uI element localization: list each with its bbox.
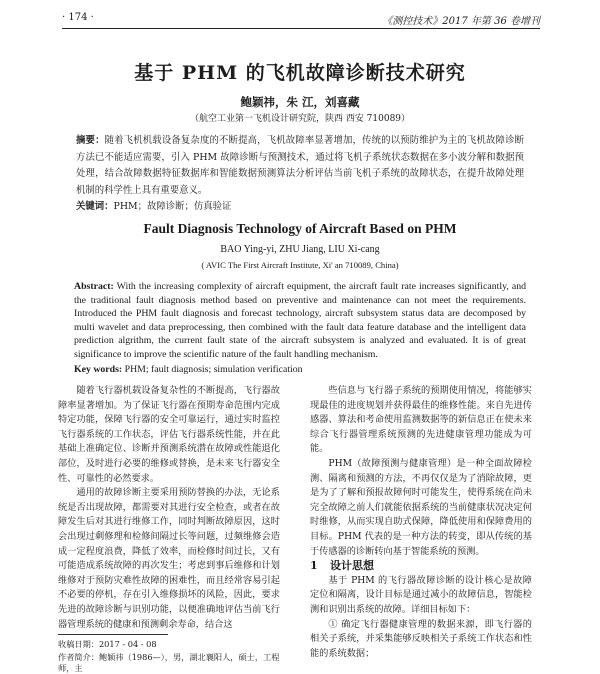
journal-name: 《测控技术》2017 年第 36 卷增刊 — [382, 16, 540, 27]
body-paragraph: PHM（故障预测与健康管理）是一种全面故障检测、隔离和预测的方法，不再仅仅是为了消除故障，更是为了了解和预报故障何时可能发生，使得系统在尚未完全故障之前人们就能依据系统的当前健康状况决定何时维修，从而实现自助式保障，降低使用和保障费用的目标。PHM 代表的是一种方法的转变，即从传统的基于传感器的诊断转向基于智能系统的预测。 — [310, 457, 532, 557]
authors-en: BAO Ying-yi, ZHU Jiang, LIU Xi-cang — [220, 244, 380, 255]
footnote-author: 作者简介：鲍颖祎（1986—），男，湖北襄阳人，硕士，工程师，主 — [58, 652, 280, 673]
body-column-left — [58, 384, 280, 632]
abstract-en — [74, 280, 526, 362]
keywords-cn — [76, 198, 524, 212]
abstract-cn-text: 随着飞机机载设备复杂度的不断提高，飞机故障率显著增加，传统的以预防维护为主的飞机故障诊断方法已不能适应需要，引入 PHM 故障诊断与预测技术，通过将飞机子系统状态数据在多小波分解和数据预处理，结合故障数据特征数据库和智能数据预测算法分析评估当前飞机子系统的故障状态，在提升故障处理机制的科学性上具有重要意义。 — [76, 135, 524, 196]
section-number: 1 — [310, 559, 318, 573]
abstract-cn-label: 摘要： — [76, 135, 105, 146]
abstract-cn — [76, 133, 524, 199]
affiliation-cn: （航空工业第一飞机设计研究院，陕西 西安 710089） — [189, 114, 411, 124]
section-title: 设计思想 — [330, 559, 374, 573]
body-paragraph: 通用的故障诊断主要采用预防替换的办法，无论系统是否出现故障，都需要对其进行安全检查，或者在故障发生后对其进行维修工作，同时判断故障原因，这时会出现过剩修理和检修间隔过长等问题，过频维修会造成一定程度浪费，降低了效率，而检修时间过长，又有可能造成系统故障的再次发生；考虑到事后维修和计划维修对于预防灾难性故障的困难性，而且经常容易引起不必要的停机，存在引入维修损坏的风险，因此，要求先进的故障诊断与识别功能，以便准确地评估当前飞行器管理系统的健康和预测剩余寿命，结合这 — [58, 487, 280, 630]
page-header — [62, 12, 540, 29]
footnote-rule — [58, 634, 168, 635]
footnote-received: 收稿日期：2017 - 04 - 08 — [58, 639, 157, 649]
section-heading — [310, 559, 532, 574]
page-number: · 174 · — [62, 12, 94, 23]
title-en: Fault Diagnosis Technology of Aircraft Based on PHM — [143, 221, 457, 236]
abstract-en-label: Abstract: — [74, 281, 114, 292]
keywords-cn-label: 关键词： — [76, 201, 114, 212]
keywords-cn-text: PHM；故障诊断；仿真验证 — [113, 201, 232, 212]
keywords-en-text: PHM; fault diagnosis; simulation verification — [124, 364, 303, 375]
keywords-en-label: Key words: — [74, 364, 123, 375]
keywords-en — [74, 364, 526, 375]
body-column-right — [310, 384, 532, 661]
title-cn: 基于 PHM 的飞机故障诊断技术研究 — [134, 62, 466, 84]
authors-cn: 鲍颖祎，朱 江，刘喜藏 — [240, 95, 360, 109]
body-paragraph: ① 确定飞行器健康管理的数据来源，即飞行器的相关子系统，并采集能够反映相关子系统工作状态和性能的系统数据； — [310, 618, 532, 659]
body-paragraph: 随着飞行器机载设备复杂性的不断提高，飞行器故障率显著增加。为了保证飞行器在预期寿命范围内完成特定功能，保障飞行器的安全可靠运行，通过实时监控飞行器系统的工作状态，评估飞行器系统性能，并在此基础上准确定位、诊断并预测系统潜在故障或性能退化部位，及时进行必要的维修或替换，是未来飞行器安全性、可靠性的必然要求。 — [58, 385, 280, 484]
affiliation-en: ( AVIC The First Aircraft Institute, Xi' an 710089, China) — [201, 260, 399, 270]
body-paragraph: 些信息与飞行器子系统的预期使用情况，将能够实现最佳的进度规划并获得最佳的维修性能。来自先进传感器、算法和考命使用监测数据等的新信息正在使未来综合飞行器管理系统预测的先进健康管理功能成为可能。 — [310, 385, 532, 455]
abstract-en-text: With the increasing complexity of aircraft equipment, the aircraft fault rate increases significantly, and the traditional fault diagnosis method based on preventive and maintenance can not meet the requirements. Introduced the PHM fault diagnosis and forecast technology, aircraft subsystem status data are decomposed by multi wavelet and data preprocessing, then combined with the fault data feature database and the intelligent data prediction algrithm, the current fault state of the aircraft subsystem is analyzed and evaluated. It is of great significance to improve the scientific nature of the fault handling mechanism. — [74, 281, 527, 360]
body-paragraph: 基于 PHM 的飞行器故障诊断的设计核心是故障定位和隔离，设计目标是通过减小的故障信息，智能检测和识别出系统的故障。详细目标如下： — [310, 574, 532, 615]
